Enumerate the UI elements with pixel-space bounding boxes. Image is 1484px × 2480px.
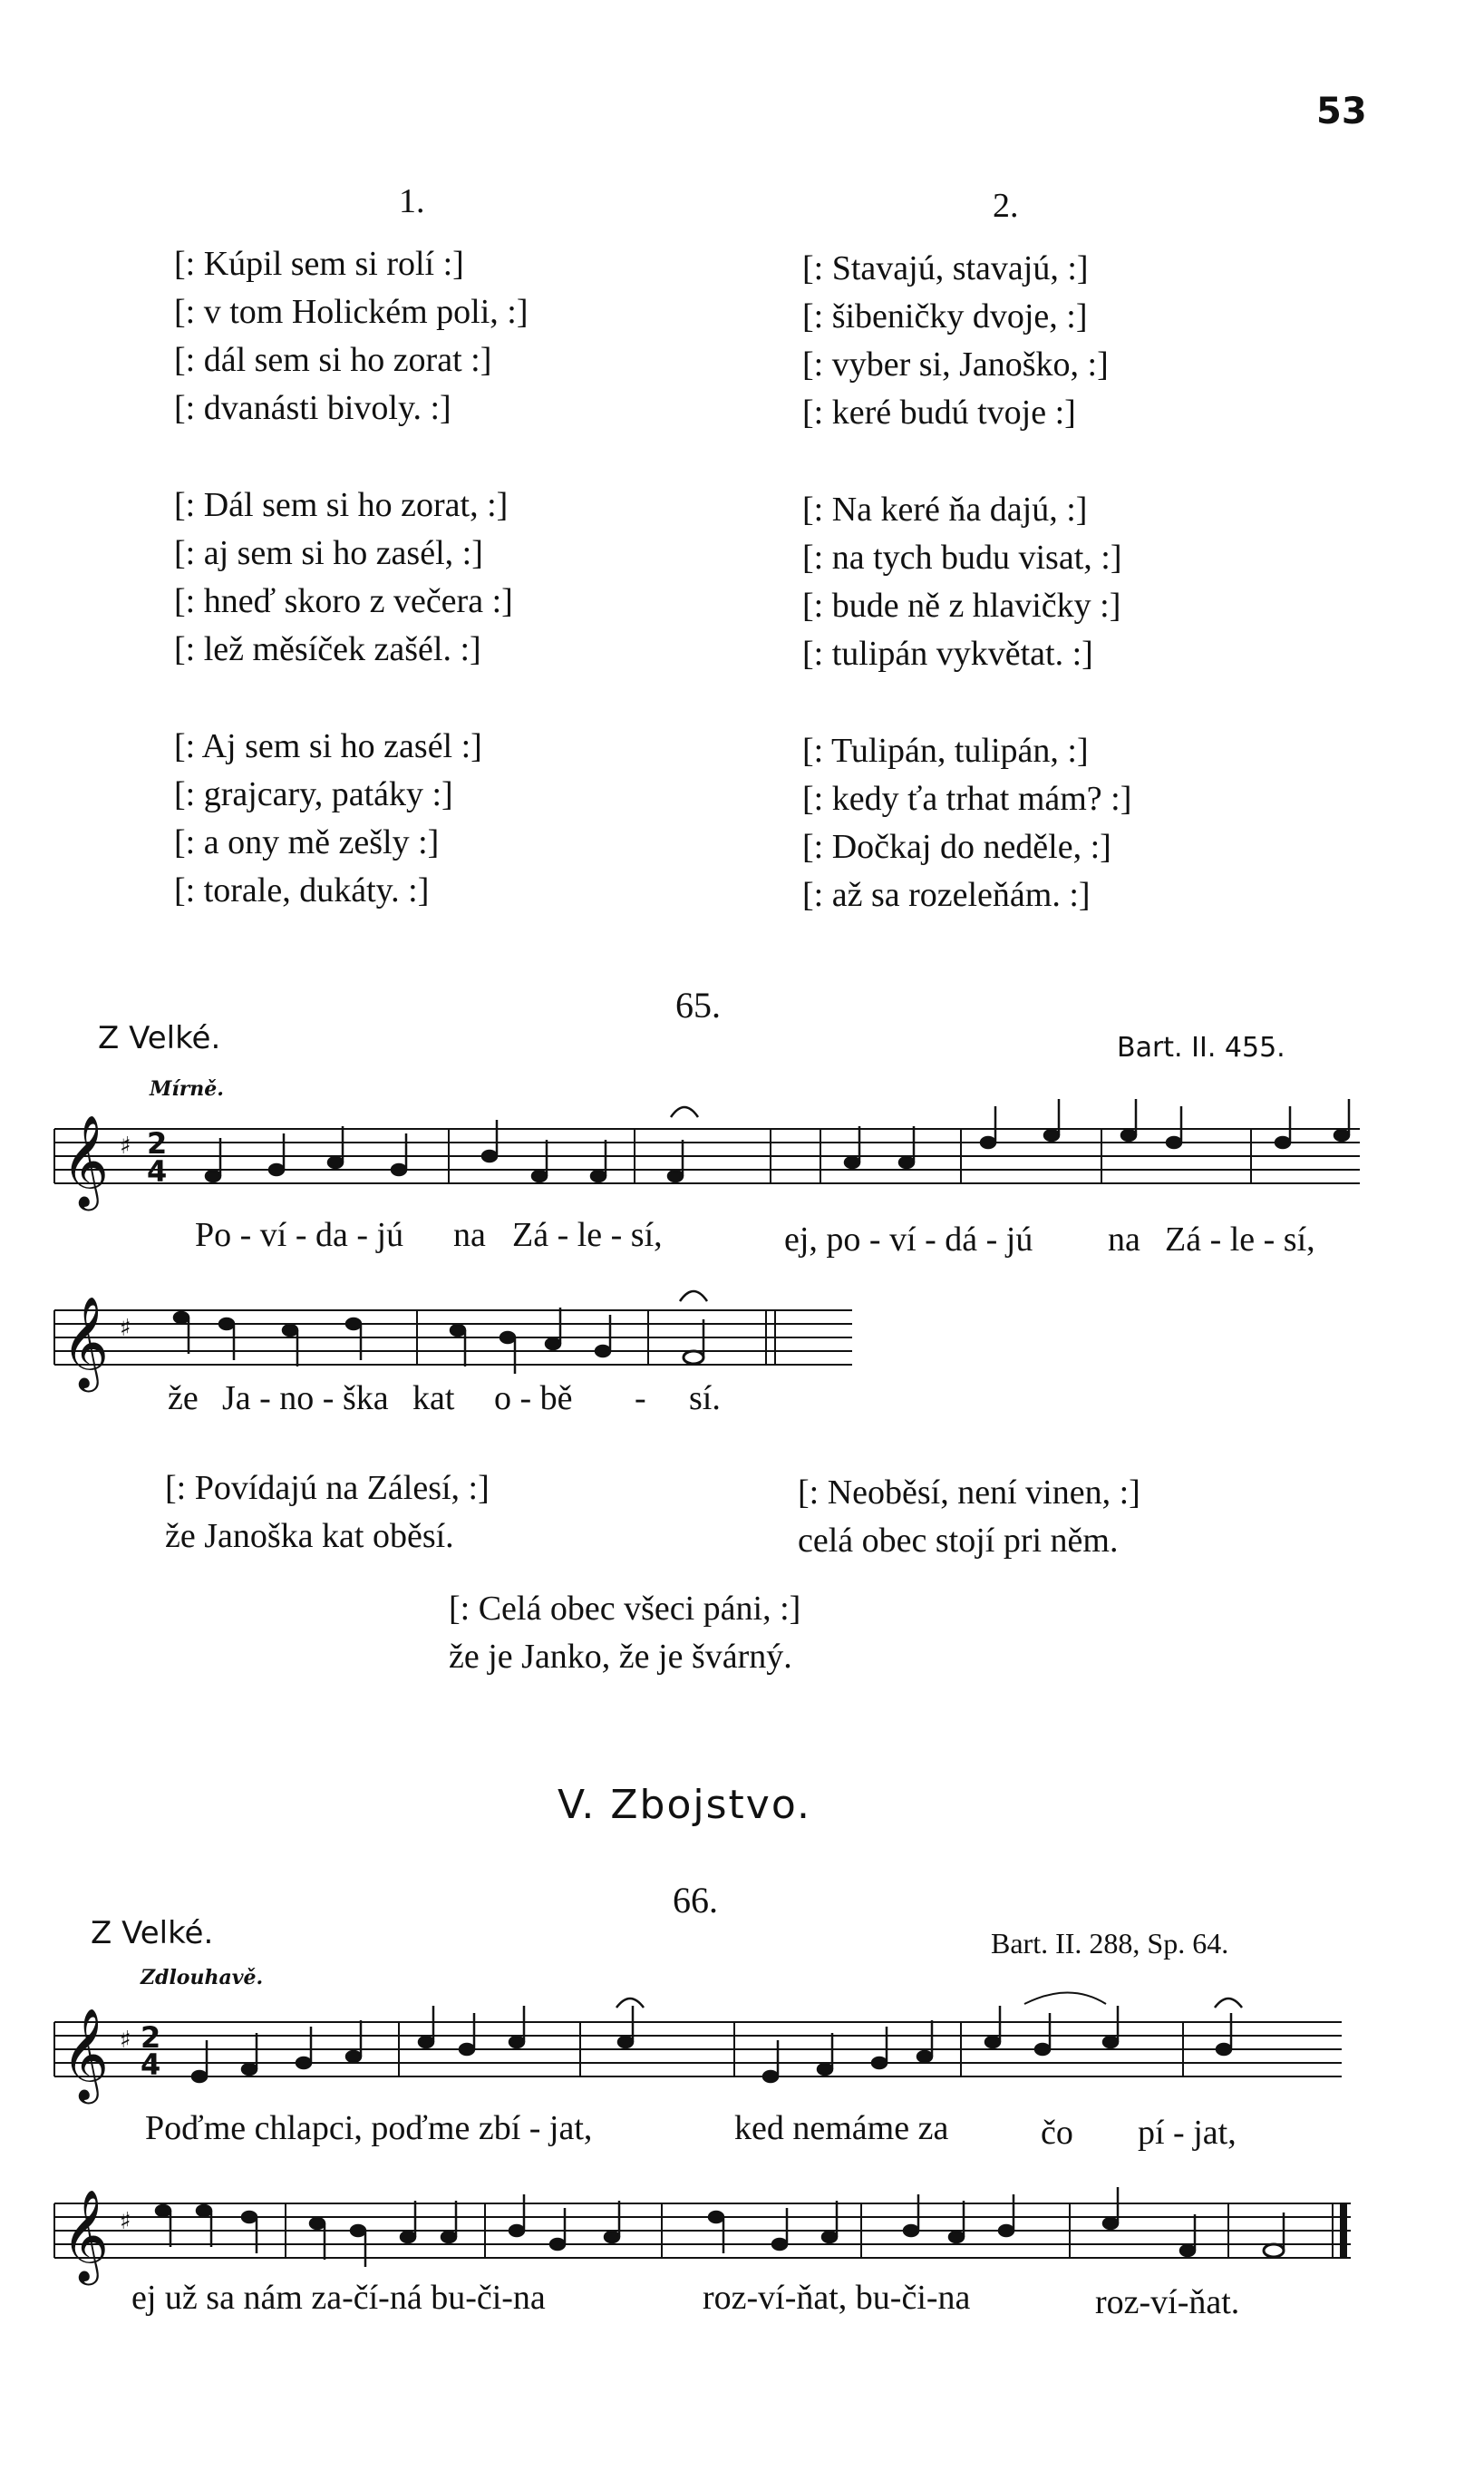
fermata-icon (1215, 1999, 1242, 2008)
fermata-icon (671, 1107, 698, 1117)
verse-line: [: aj sem si ho zasél, :] (174, 534, 483, 572)
song-65-tempo: Mírně. (150, 1077, 224, 1101)
svg-text:4: 4 (147, 1154, 168, 1189)
treble-clef-icon (62, 1114, 109, 1211)
song-66-reference: Bart. II. 288, Sp. 64. (991, 1927, 1229, 1960)
song-66-number: 66. (673, 1880, 718, 1921)
song-65-lyric: ej, po - ví - dá - jú (784, 1221, 1033, 1259)
verse-line: [: Povídajú na Zálesí, :] (165, 1469, 490, 1507)
stanza-2-2 (802, 486, 1131, 678)
column-1-heading: 1. (399, 182, 425, 220)
slur-icon (1024, 1993, 1106, 2005)
song-66-lyric: Poďme chlapci, poďme zbí - jat, (145, 2109, 593, 2147)
song-65-lyric: o - bě (494, 1379, 573, 1417)
svg-text:2: 2 (141, 2020, 161, 2055)
column-1-verses (174, 240, 529, 964)
verse-line: [: Celá obec všeci páni, :] (449, 1590, 801, 1628)
song-66-lyric: čo (1041, 2114, 1073, 2152)
verse-line: [: keré budú tvoje :] (802, 394, 1076, 432)
verse-line: [: lež měsíček zašél. :] (174, 630, 481, 668)
song-65-lyric: - (635, 1379, 646, 1417)
song-66-place: Z Velké. (91, 1915, 214, 1951)
treble-clef-icon: 𝄞 (62, 2007, 110, 2100)
verse-line: [: Neoběsí, není vinen, :] (798, 1473, 1140, 1512)
verse-line: [: Kúpil sem si rolí :] (174, 245, 464, 283)
song-65-lyric: na (1108, 1221, 1140, 1259)
verse-line: [: Dočkaj do neděle, :] (802, 828, 1111, 866)
song-66-lyric: ej už sa nám za-čí-ná bu-či-na (131, 2279, 546, 2317)
verse-line: [: a ony mě zešly :] (174, 823, 440, 861)
stanza-1-2 (174, 481, 529, 674)
verse-line: [: Aj sem si ho zasél :] (174, 727, 482, 765)
column-2-heading: 2. (993, 187, 1019, 225)
treble-clef-icon: 𝄞 (62, 2188, 110, 2281)
verse-line: [: dál sem si ho zorat :] (174, 341, 492, 379)
verse-line: [: Stavajú, stavajú, :] (802, 249, 1089, 287)
song-65-staff-1 (45, 1088, 1369, 1224)
song-65-verse-1 (165, 1464, 490, 1561)
song-65-lyric: kat (412, 1379, 455, 1417)
song-66-lyric: ked nemáme za (734, 2109, 949, 2147)
stanza-2-1 (802, 245, 1131, 437)
verse-line: [: torale, dukáty. :] (174, 871, 430, 909)
song-66-lyric: roz-ví-ňat, bu-či-na (703, 2279, 971, 2317)
song-65-verse-3 (449, 1585, 800, 1681)
song-66-staff-1 (45, 1986, 1351, 2117)
svg-text:♯: ♯ (120, 1315, 131, 1342)
song-65-lyric: Zá - le - sí, (512, 1216, 663, 1254)
verse-line: že Janoška kat oběsí. (165, 1517, 454, 1555)
column-2-verses (802, 245, 1131, 968)
verse-line: [: kedy ťa trhat mám? :] (802, 780, 1132, 818)
svg-text:♯: ♯ (120, 1133, 131, 1160)
verse-line: [: vyber si, Janoško, :] (802, 345, 1109, 384)
song-65-verse-2 (798, 1469, 1140, 1565)
verse-line: [: až sa rozeleňám. :] (802, 876, 1091, 914)
svg-text:𝄞: 𝄞 (62, 1114, 110, 1207)
song-65-lyric: Po - ví - da - jú (195, 1216, 404, 1254)
song-65-lyric: na (453, 1216, 486, 1254)
verse-line: [: Na keré ňa dajú, :] (802, 491, 1088, 529)
verse-line: celá obec stojí pri něm. (798, 1522, 1119, 1560)
verse-line: [: bude ně z hlavičky :] (802, 587, 1121, 625)
svg-text:♯: ♯ (120, 2208, 131, 2235)
verse-line: [: dvanásti bivoly. :] (174, 389, 451, 427)
song-65-reference: Bart. II. 455. (1117, 1032, 1285, 1064)
song-66-lyric: pí - jat, (1138, 2114, 1237, 2152)
song-65-number: 65. (675, 985, 721, 1026)
stanza-1-1 (174, 240, 529, 433)
svg-text:2: 2 (147, 1126, 168, 1161)
song-65-lyric: Zá - le - sí, (1165, 1221, 1315, 1259)
song-66-staff-2 (45, 2167, 1360, 2294)
svg-text:♯: ♯ (120, 2027, 131, 2054)
section-title: V. Zbojstvo. (558, 1782, 811, 1828)
song-66-lyric: roz-ví-ňat. (1095, 2283, 1240, 2321)
fermata-icon (616, 1999, 644, 2008)
song-65-lyric: sí. (689, 1379, 721, 1417)
song-65-lyric: Ja - no - ška (222, 1379, 389, 1417)
song-66-tempo: Zdlouhavě. (141, 1966, 264, 1989)
song-65-place: Z Velké. (98, 1020, 221, 1056)
song-65-lyric: že (168, 1379, 199, 1417)
verse-line: [: Dál sem si ho zorat, :] (174, 486, 509, 524)
verse-line: [: hneď skoro z večera :] (174, 582, 513, 620)
verse-line: [: grajcary, patáky :] (174, 775, 453, 813)
treble-clef-icon: 𝄞 (62, 1295, 110, 1388)
fermata-icon (680, 1291, 707, 1301)
verse-line: [: v tom Holickém poli, :] (174, 293, 529, 331)
stanza-1-3 (174, 723, 529, 915)
stanza-2-3 (802, 727, 1131, 919)
verse-line: [: Tulipán, tulipán, :] (802, 732, 1089, 770)
page-number: 53 (1316, 91, 1367, 132)
verse-line: že je Janko, že je švárný. (449, 1638, 792, 1676)
verse-line: [: na tych budu visat, :] (802, 539, 1122, 577)
verse-line: [: šibeničky dvoje, :] (802, 297, 1088, 336)
svg-text:4: 4 (141, 2047, 161, 2082)
verse-line: [: tulipán vykvětat. :] (802, 635, 1093, 673)
